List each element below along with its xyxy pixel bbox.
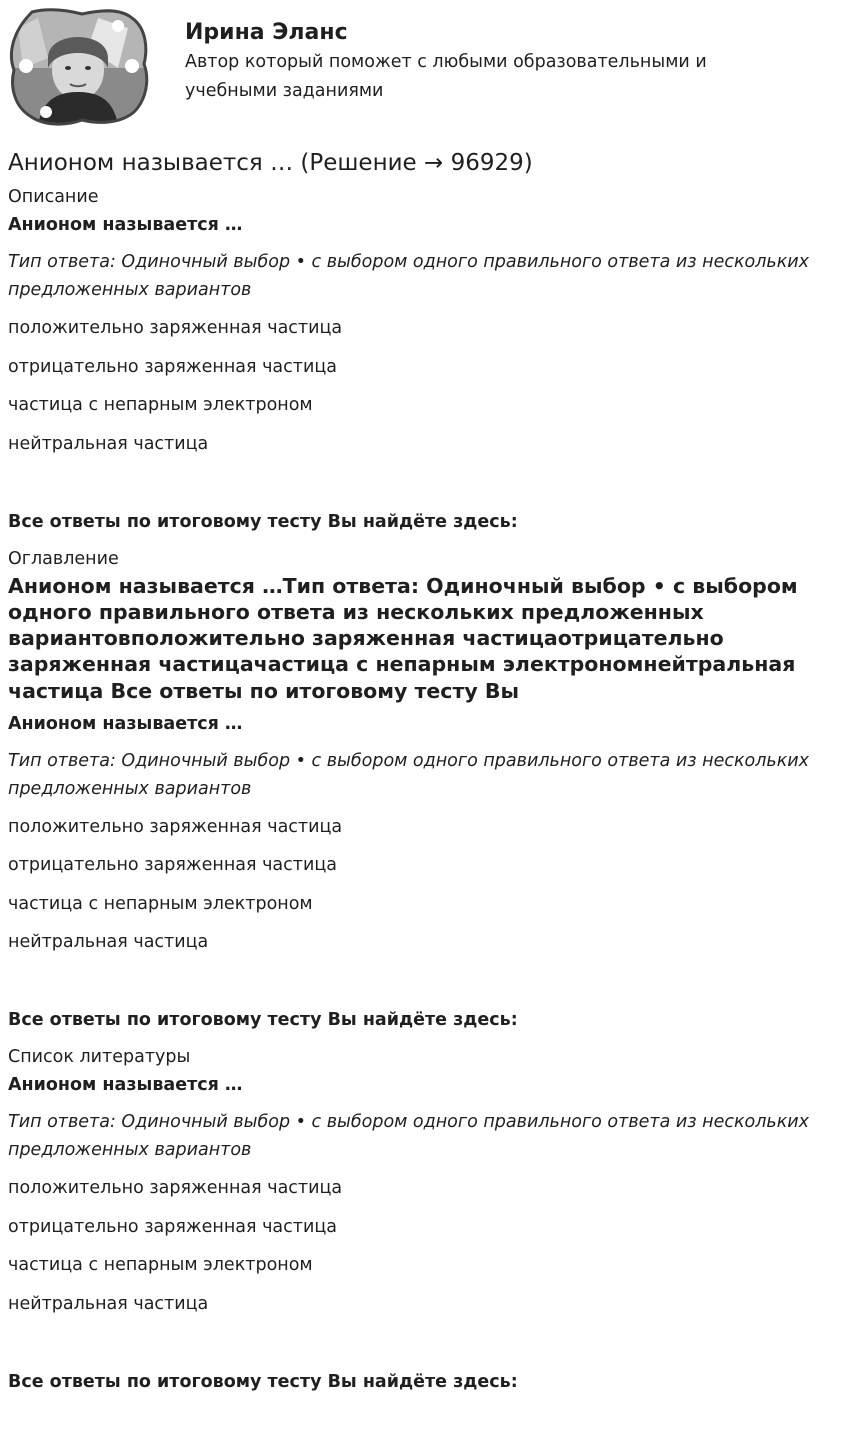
answer-option: положительно заряженная частица xyxy=(8,1178,343,1199)
all-answers-text: Все ответы по итоговому тесту Вы найдёте здесь: xyxy=(8,511,518,532)
answer-option: отрицательно заряженная частица xyxy=(8,356,337,377)
answer-option: нейтральная частица xyxy=(8,932,209,953)
main-content xyxy=(8,146,839,1406)
answer-option: отрицательно заряженная частица xyxy=(8,855,337,876)
toc-label: Оглавление xyxy=(8,548,119,569)
bibliography-label: Список литературы xyxy=(8,1047,191,1068)
answer-type: Тип ответа: Одиночный выбор • с выбором одного правильного ответа из нескольких предложенных вариантов xyxy=(8,750,810,799)
answer-type: Тип ответа: Одиночный выбор • с выбором одного правильного ответа из нескольких предложенных вариантов xyxy=(8,1112,810,1161)
author-avatar xyxy=(8,8,150,126)
answer-option: положительно заряженная частица xyxy=(8,816,343,837)
answer-type: Тип ответа: Одиночный выбор • с выбором одного правильного ответа из нескольких предложенных вариантов xyxy=(8,252,810,300)
answer-option: частица с непарным электроном xyxy=(8,1255,313,1276)
answer-option: отрицательно заряженная частица xyxy=(8,1216,337,1237)
author-description: Автор который поможет с любыми образовательными и учебными заданиями xyxy=(185,52,707,101)
all-answers-text: Все ответы по итоговому тесту Вы найдёте здесь: xyxy=(8,1010,518,1031)
question-title: Анионом называется … xyxy=(8,713,243,734)
question-title: Анионом называется … xyxy=(8,1075,243,1096)
description-label: Описание xyxy=(8,187,99,207)
answer-option: нейтральная частица xyxy=(8,1293,209,1314)
answer-option: нейтральная частица xyxy=(8,433,209,454)
answer-option: частица с непарным электроном xyxy=(8,395,313,415)
toc-heading: Анионом называется …Тип ответа: Одиночный выбор • с выбором одного правильного ответа из нескольких предложенных вариантовположительно заряженная частицаотрицательно заряженная частицачастица с непарным электрономнейтральная частица Все ответы по итоговому тесту Вы xyxy=(8,573,798,703)
author-card xyxy=(8,8,839,126)
answer-option: положительно заряженная частица xyxy=(8,318,343,338)
author-name: Ирина Эланс xyxy=(185,20,348,45)
page-title: Анионом называется … (Решение → 96929) xyxy=(8,150,533,176)
all-answers-text: Все ответы по итоговому тесту Вы найдёте здесь: xyxy=(8,1371,518,1392)
answer-option: частица с непарным электроном xyxy=(8,893,313,914)
question-title: Анионом называется … xyxy=(8,215,243,235)
